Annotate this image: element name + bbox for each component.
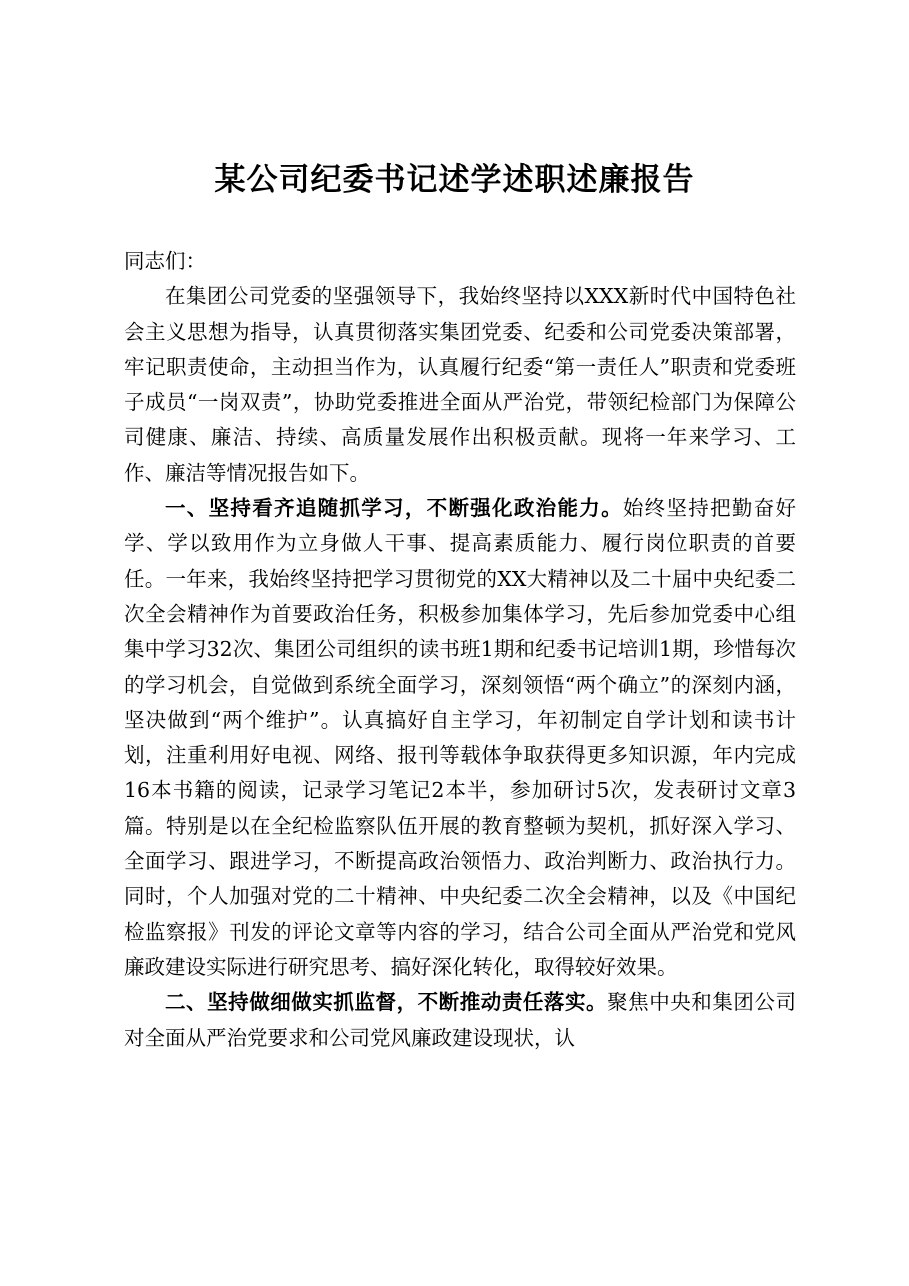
salutation: 同志们： [124, 249, 206, 273]
section-heading-1: 一、坚持看齐追随抓学习，不断强化政治能力。 [165, 496, 623, 521]
section-paragraph-1 [124, 491, 796, 985]
document-body [124, 244, 796, 1056]
document-title: 某公司纪委书记述学述职述廉报告 [214, 162, 695, 198]
section-text-1: 始终坚持把勤奋好学、学以致用作为立身做人干事、提高素质能力、履行岗位职责的首要任。一年来，我始终坚持把学习贯彻党的XX大精神以及二十届中央纪委二次全会精神作为首要政治任务，积极参加集体学习，先后参加党委中心组集中学习32次、集团公司组织的读书班1期和纪委书记培训1期，珍惜每次的学习机会，自觉做到系统全面学习，深刻领悟“两个确立”的深刻内涵，坚决做到“两个维护”。认真搞好自主学习，年初制定自学计划和读书计划，注重利用好电视、网络、报刊等载体争取获得更多知识源，年内完成16本书籍的阅读，记录学习笔记2本半，参加研讨5次，发表研讨文章3篇。特别是以在全纪检监察队伍开展的教育整顿为契机，抓好深入学习、全面学习、跟进学习，不断提高政治领悟力、政治判断力、政治执行力。同时，个人加强对党的二十精神、中央纪委二次全会精神，以及《中国纪检监察报》刊发的评论文章等内容的学习，结合公司全面从严治党和党风廉政建设实际进行研究思考、搞好深化转化，取得较好效果。 [124, 496, 796, 979]
intro-paragraph: 在集团公司党委的坚强领导下，我始终坚持以XXX新时代中国特色社会主义思想为指导，认真贯彻落实集团党委、纪委和公司党委决策部署，牢记职责使命，主动担当作为，认真履行纪委“第一责任人”职责和党委班子成员“一岗双责”，协助党委推进全面从严治党，带领纪检部门为保障公司健康、廉洁、持续、高质量发展作出积极贡献。现将一年来学习、工作、廉洁等情况报告如下。 [124, 284, 796, 485]
section-text-2: 聚焦中央和集团公司对全面从严治党要求和公司党风廉政建设现状，认 [124, 990, 797, 1050]
section-heading-2: 二、坚持做细做实抓监督，不断推动责任落实。 [165, 990, 608, 1015]
section-paragraph-2 [124, 985, 796, 1056]
